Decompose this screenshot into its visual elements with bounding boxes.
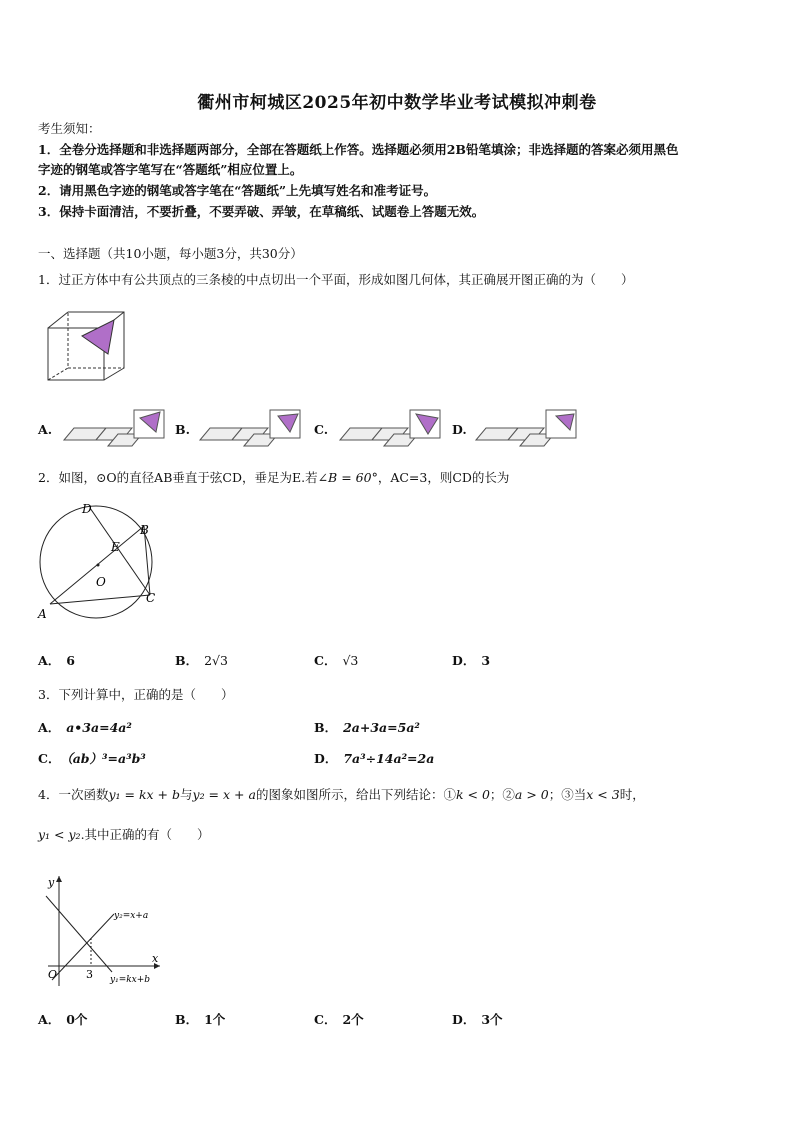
notice-item-2: 2．请用黑色字迹的钢笔或答字笔在“答题纸”上先填写姓名和准考证号。: [38, 183, 437, 198]
label-c: C: [146, 591, 156, 605]
label-e: E: [111, 540, 120, 554]
q2-stem: [38, 469, 509, 487]
label-d: D: [82, 502, 92, 516]
label-a: A: [38, 607, 47, 621]
graph-origin-label: O: [48, 968, 58, 981]
q2-option-a[interactable]: A． 6: [38, 653, 75, 668]
q1-option-b-label[interactable]: B.: [175, 422, 190, 437]
q3-option-c[interactable]: C． （ab）³=a³b³: [38, 751, 146, 766]
q3-option-a[interactable]: A． a•3a=4a²: [38, 720, 132, 735]
notice-item-1-cont: 字迹的钢笔或答字笔写在“答题纸”相应位置上。: [38, 162, 303, 177]
q3-option-b[interactable]: B． 2a+3a=5a²: [314, 720, 420, 735]
q4-option-d[interactable]: D． 3个: [452, 1012, 503, 1027]
notice-item-1: 1．全卷分选择题和非选择题两部分，全部在答题纸上作答。选择题必须用2B铅笔填涂；非选择题的答案必须用黑色: [38, 142, 679, 157]
q1-option-a-net[interactable]: [62, 406, 170, 448]
graph-y-label: y: [48, 876, 55, 889]
q1-cube-figure: [40, 308, 130, 386]
q2-stem-angle: ∠B = 60°: [317, 470, 378, 485]
notice-item-3: 3．保持卡面清洁，不要折叠，不要弄破、弄皱，在草稿纸、试题卷上答题无效。: [38, 204, 485, 219]
q4-stem-line2: y₁ < y₂.其中正确的有（ ）: [38, 827, 210, 842]
q4-option-a[interactable]: A． 0个: [38, 1012, 88, 1027]
q1-option-c-label[interactable]: C.: [314, 422, 329, 437]
q3-stem: 3．下列计算中，正确的是（ ）: [38, 687, 234, 702]
q1-option-d-net[interactable]: [474, 406, 582, 448]
q2-circle-figure: [32, 500, 162, 625]
q2-option-d[interactable]: D． 3: [452, 653, 491, 668]
q4-graph-figure: [38, 870, 168, 992]
q1-option-a-label[interactable]: A.: [38, 422, 53, 437]
label-o: O: [96, 575, 106, 589]
notice-heading: 考生须知：: [38, 121, 101, 136]
page-title: 衢州市柯城区2025年初中数学毕业考试模拟冲刺卷: [197, 93, 597, 113]
q2-stem-part2: ，AC=3，则CD的长为: [377, 470, 510, 485]
q1-option-b-net[interactable]: [198, 406, 306, 448]
q2-stem-part1: 2．如图，⊙O的直径AB垂直于弦CD，垂足为E.若: [38, 470, 318, 485]
graph-line2-label: y₂=x+a: [114, 911, 149, 921]
section-heading: 一、选择题（共10小题，每小题3分，共30分）: [38, 246, 303, 261]
q3-option-d[interactable]: D． 7a³÷14a²=2a: [314, 751, 435, 766]
q4-option-c[interactable]: C． 2个: [314, 1012, 364, 1027]
q1-stem: 1．过正方体中有公共顶点的三条棱的中点切出一个平面，形成如图几何体，其正确展开图正确的为（ ）: [38, 272, 634, 287]
q1-option-c-net[interactable]: [338, 406, 446, 448]
label-b: B: [140, 523, 149, 537]
graph-line1-label: y₁=kx+b: [110, 975, 151, 985]
graph-three-label: 3: [86, 968, 93, 981]
q2-option-c[interactable]: C． √3: [314, 653, 359, 668]
q2-option-b[interactable]: B． 2√3: [175, 653, 228, 668]
q4-option-b[interactable]: B． 1个: [175, 1012, 226, 1027]
q1-option-d-label[interactable]: D.: [452, 422, 467, 437]
q4-stem-line1: 4．一次函数y₁ = kx + b与y₂ = x + a的图象如图所示，给出下列结论：①k < 0；②a > 0；③当x < 3时，: [38, 787, 645, 802]
graph-x-label: x: [152, 952, 159, 965]
